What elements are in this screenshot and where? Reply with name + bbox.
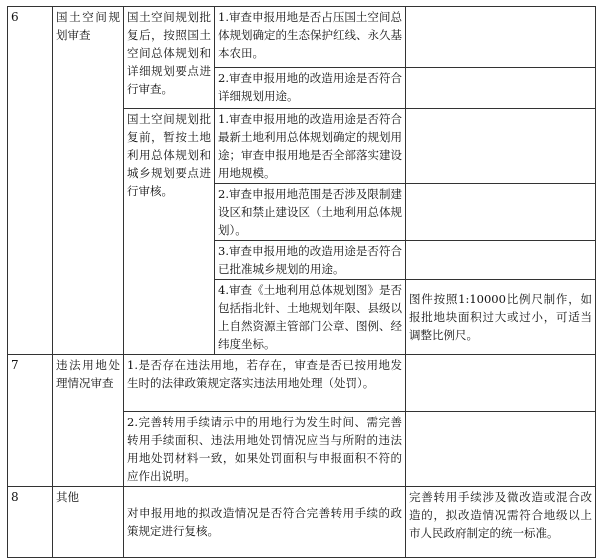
review-table: [7, 6, 596, 558]
review-basis: 国土空间规划批复前，暂按土地利用总体规划和城乡规划要点进行审核。: [124, 109, 215, 355]
review-note: [406, 184, 596, 241]
review-note: [406, 109, 596, 184]
table-row: [8, 355, 596, 412]
review-note: [406, 412, 596, 487]
review-point: 1.是否存在违法用地，若存在，审查是否已按用地发生时的法律政策规定落实违法用地处理（处罚）。: [124, 355, 406, 412]
review-point: 2.完善转用手续请示中的用地行为发生时间、需完善转用手续面积、违法用地处罚情况应当与所附的违法用地处罚材料一致，如果处罚面积与申报面积不符的应作出说明。: [124, 412, 406, 487]
review-note: [406, 7, 596, 68]
review-item-name: 违法用地处理情况审查: [53, 355, 124, 487]
review-point: 2.审查申报用地的改造用途是否符合详细规划用途。: [215, 68, 406, 109]
table-row: [8, 7, 596, 68]
review-note: [406, 241, 596, 280]
review-item-name: 其他: [53, 487, 124, 558]
review-note: 图件按照1:10000比例尺制作，如报批地块面积过大或过小，可适当调整比例尺。: [406, 280, 596, 355]
review-note: 完善转用手续涉及微改造或混合改造的，拟改造情况需符合地级以上市人民政府制定的统一标准。: [406, 487, 596, 558]
row-number: 7: [8, 355, 53, 487]
review-point: 1.审查申报用地是否占压国土空间总体规划确定的生态保护红线、永久基本农田。: [215, 7, 406, 68]
review-note: [406, 355, 596, 412]
review-point: 1.审查申报用地的改造用途是否符合最新土地利用总体规划确定的规划用途；审查申报用地是否全部落实建设用地规模。: [215, 109, 406, 184]
row-number: 8: [8, 487, 53, 558]
review-point: 3.审查申报用地的改造用途是否符合已批准城乡规划的用途。: [215, 241, 406, 280]
row-number: 6: [8, 7, 53, 355]
review-item-name: 国土空间规划审查: [53, 7, 124, 355]
review-point: 对申报用地的拟改造情况是否符合完善转用手续的政策规定进行复核。: [124, 487, 406, 558]
review-basis: 国土空间规划批复后，按照国土空间总体规划和详细规划要点进行审查。: [124, 7, 215, 109]
review-note: [406, 68, 596, 109]
table-row: [8, 487, 596, 558]
review-point: 4.审查《土地利用总体规划图》是否包括指北针、土地规划年限、县级以上自然资源主管部门公章、图例、经纬度坐标。: [215, 280, 406, 355]
review-point: 2.审查申报用地范围是否涉及限制建设区和禁止建设区（土地利用总体规划）。: [215, 184, 406, 241]
